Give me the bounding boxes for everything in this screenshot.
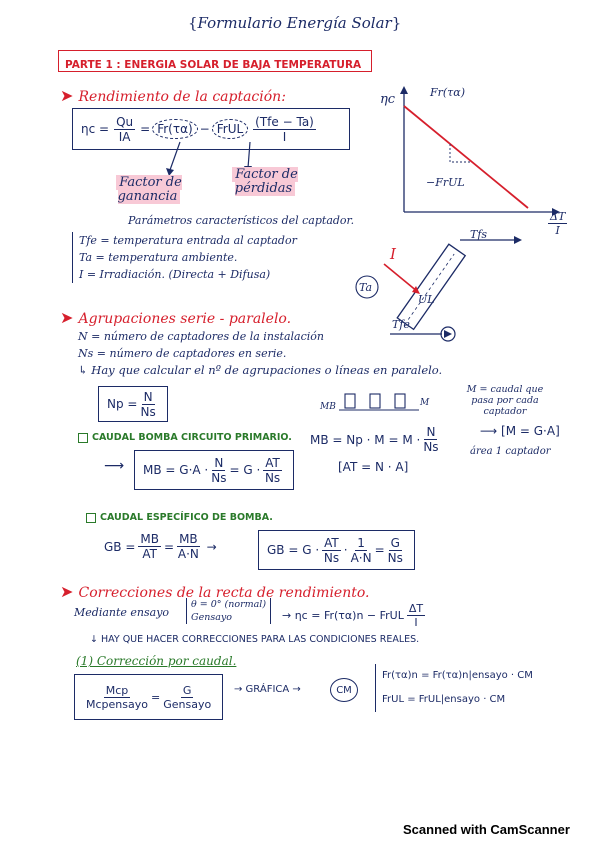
gb-num1: MB bbox=[140, 532, 159, 546]
mediante-ensayo: Mediante ensayo bbox=[74, 606, 170, 619]
m-note: M = caudal que pasa por cada captador bbox=[466, 384, 544, 417]
diagram-tfs-label: Tfs bbox=[470, 228, 488, 241]
corr-num2: G bbox=[182, 683, 192, 697]
np-fraction bbox=[140, 390, 155, 419]
heading-text: Correcciones de la recta de rendimiento. bbox=[78, 585, 370, 601]
cm-text: CM bbox=[336, 684, 352, 696]
fraction-qu-ia bbox=[114, 115, 135, 144]
cond-g: Gensayo bbox=[191, 612, 232, 623]
gb-den1: AT bbox=[142, 547, 157, 561]
inline-fraction bbox=[423, 425, 438, 454]
definitions-block bbox=[72, 232, 297, 283]
mb-fraction-2 bbox=[263, 456, 282, 485]
mb-den: Ns bbox=[211, 470, 227, 485]
np-lhs: Np = bbox=[107, 397, 138, 411]
bullet-arrow-icon: ➤ bbox=[60, 308, 74, 327]
factor-perdidas-label bbox=[225, 168, 305, 196]
fr-ul-term: FrUL bbox=[212, 119, 248, 139]
corr-eq: = bbox=[150, 690, 161, 704]
page-title: {Formulario Energía Solar} bbox=[188, 14, 402, 32]
graph-intercept-label: Fr(τα) bbox=[430, 86, 465, 99]
inline-num: N bbox=[426, 425, 436, 439]
checkbox-icon bbox=[86, 513, 96, 523]
result-fraction bbox=[407, 602, 425, 629]
mb-formula-box bbox=[134, 450, 294, 490]
def-tfe: Tfe = temperatura entrada al captador bbox=[79, 234, 297, 247]
gb-bden1: Ns bbox=[323, 550, 340, 565]
graph-y-label: ηc bbox=[380, 92, 396, 107]
mb-num2: AT bbox=[265, 455, 280, 470]
correccion-formula-box bbox=[74, 674, 223, 720]
graph-slope-label: −FrUL bbox=[426, 176, 465, 189]
result-den: I bbox=[414, 616, 418, 629]
diagram-ta-label: Ta bbox=[359, 281, 373, 294]
agrupaciones-note: ↳ Hay que calcular el nº de agrupaciones o líneas en paralelo. bbox=[78, 363, 443, 377]
mb-lhs: MB = G·A · bbox=[143, 463, 209, 477]
heading-text: CAUDAL BOMBA CIRCUITO PRIMARIO. bbox=[92, 432, 292, 443]
section-agrupaciones-heading bbox=[60, 308, 291, 327]
corr-fraction-2 bbox=[163, 684, 211, 711]
mb-num: N bbox=[214, 455, 224, 470]
np-num: N bbox=[143, 389, 153, 404]
result-num: ΔT bbox=[408, 602, 424, 615]
factor-perdidas-text: Factor de pérdidas bbox=[232, 167, 298, 196]
gb-num2: MB bbox=[179, 532, 198, 546]
def-ta: Ta = temperatura ambiente. bbox=[79, 251, 238, 264]
caudal-arrow-icon: ⟶ bbox=[104, 458, 125, 474]
factor-ganancia-label bbox=[114, 176, 184, 204]
equals-sign: = bbox=[140, 122, 151, 136]
part-heading bbox=[58, 50, 372, 72]
inline-text: MB = Np · M = M · bbox=[310, 432, 421, 447]
gb-bden3: Ns bbox=[387, 550, 403, 565]
rel-fr-ta: Fr(τα)n = Fr(τα)n|ensayo · CM bbox=[382, 670, 533, 681]
gb-box-fraction-2 bbox=[351, 536, 372, 565]
title-text: Formulario Energía Solar bbox=[197, 14, 392, 32]
m-equation bbox=[480, 424, 560, 438]
cm-circle bbox=[330, 678, 358, 702]
cond-theta: θ = 0° (normal) bbox=[191, 599, 267, 610]
arrow-right-icon: ⟶ bbox=[480, 424, 498, 438]
gb-bnum1: AT bbox=[324, 535, 339, 550]
gb-fraction-1 bbox=[138, 532, 161, 561]
section-especifico-heading bbox=[86, 512, 273, 523]
correccion-caudal-heading: (1) Corrección por caudal. bbox=[76, 654, 237, 668]
gb-formula bbox=[104, 532, 221, 561]
area-note: área 1 captador bbox=[470, 446, 551, 457]
x-num: ΔT bbox=[550, 210, 566, 223]
gb-boxed-lhs: GB = G · bbox=[267, 543, 320, 557]
efficiency-line bbox=[404, 106, 528, 208]
section-caudal-heading bbox=[78, 432, 292, 443]
at-definition: [AT = N · A] bbox=[338, 460, 409, 474]
parametros-note: Parámetros característicos del captador. bbox=[128, 214, 355, 227]
checkbox-icon bbox=[78, 433, 88, 443]
def-i: I = Irradiación. (Directa + Difusa) bbox=[79, 268, 271, 281]
gb-box-fraction-1 bbox=[322, 536, 341, 565]
gb-bnum2: 1 bbox=[357, 535, 365, 550]
bullet-arrow-icon: ➤ bbox=[60, 86, 74, 105]
arrow-right-icon: → bbox=[206, 539, 217, 554]
gb-lhs: GB = bbox=[104, 539, 136, 554]
gb-box-fraction-3 bbox=[388, 536, 403, 565]
np-den: Ns bbox=[140, 404, 156, 419]
np-formula-box bbox=[98, 386, 168, 422]
heading-text: Rendimiento de la captación: bbox=[78, 89, 286, 105]
mb-mid: = G · bbox=[229, 463, 261, 477]
grafica-label: → GRÁFICA → bbox=[234, 684, 301, 695]
minus-sign: − bbox=[199, 122, 210, 136]
mb-den2: Ns bbox=[264, 470, 281, 485]
gb-fraction-2 bbox=[177, 532, 200, 561]
corr-fraction-1 bbox=[86, 684, 148, 711]
def-ns: Ns = número de captadores en serie. bbox=[78, 347, 287, 360]
heading-text: Agrupaciones serie - paralelo. bbox=[78, 311, 292, 327]
part-heading-text: PARTE 1 : ENERGIA SOLAR DE BAJA TEMPERATURA bbox=[65, 59, 362, 71]
agrupaciones-defs bbox=[78, 328, 442, 379]
formula-lhs: ηc = bbox=[81, 122, 110, 136]
diagram-ul-label: UL bbox=[418, 293, 435, 306]
mb-fraction-1 bbox=[211, 456, 226, 485]
mb-sketch-label: MB bbox=[320, 402, 336, 412]
x-den: I bbox=[555, 224, 560, 237]
inline-den: Ns bbox=[423, 440, 439, 454]
rel-fr-ul: FrUL = FrUL|ensayo · CM bbox=[382, 694, 506, 705]
corr-den1: Mcpensayo bbox=[86, 697, 148, 711]
fraction-den: IA bbox=[118, 129, 131, 144]
diagram-tfe-label: Tfe bbox=[392, 318, 410, 331]
def-n: N = número de captadores de la instalación bbox=[78, 330, 324, 343]
cm-relations bbox=[375, 664, 533, 712]
gb-beq: = bbox=[374, 543, 385, 557]
correcciones-note: ↓ HAY QUE HACER CORRECCIONES PARA LAS CONDICIONES REALES. bbox=[90, 634, 420, 645]
scanner-watermark: Scanned with CamScanner bbox=[403, 822, 570, 837]
factor-ganancia-text: Factor de ganancia bbox=[117, 175, 182, 204]
gb-bnum3: G bbox=[390, 535, 400, 550]
caudal-inline-formula bbox=[310, 425, 442, 454]
corr-num1: Mcp bbox=[105, 683, 129, 697]
bullet-arrow-icon: ➤ bbox=[60, 582, 74, 601]
fraction-num: (Tfe − Ta) bbox=[255, 114, 314, 129]
gb-eq: = bbox=[164, 539, 175, 554]
section-rendimiento-heading bbox=[60, 86, 286, 105]
fr-ta-term: Fr(τα) bbox=[152, 119, 197, 139]
m-sketch-label: M bbox=[420, 398, 430, 408]
gb-formula-box: GB = G · $\frac{AT}{Ns}$ · $\frac{1}{A\cdot N}$ = $\frac{G}{Ns}$ bbox=[258, 530, 415, 570]
ensayo-conditions bbox=[186, 598, 271, 624]
gb-bden2: A·N bbox=[350, 550, 372, 565]
diagram-i-label: I bbox=[390, 245, 396, 263]
m-eq-text: [M = G·A] bbox=[501, 424, 560, 438]
ensayo-result bbox=[282, 602, 428, 629]
corr-den2: Gensayo bbox=[163, 697, 212, 711]
fraction-num: Qu bbox=[116, 114, 134, 129]
heading-text: CAUDAL ESPECÍFICO DE BOMBA. bbox=[100, 512, 273, 523]
result-text: → ηc = Fr(τα)n − FrUL bbox=[282, 609, 404, 622]
fraction-den: I bbox=[282, 129, 287, 144]
gb-den2: A·N bbox=[177, 547, 199, 561]
graph-x-label bbox=[545, 210, 570, 237]
